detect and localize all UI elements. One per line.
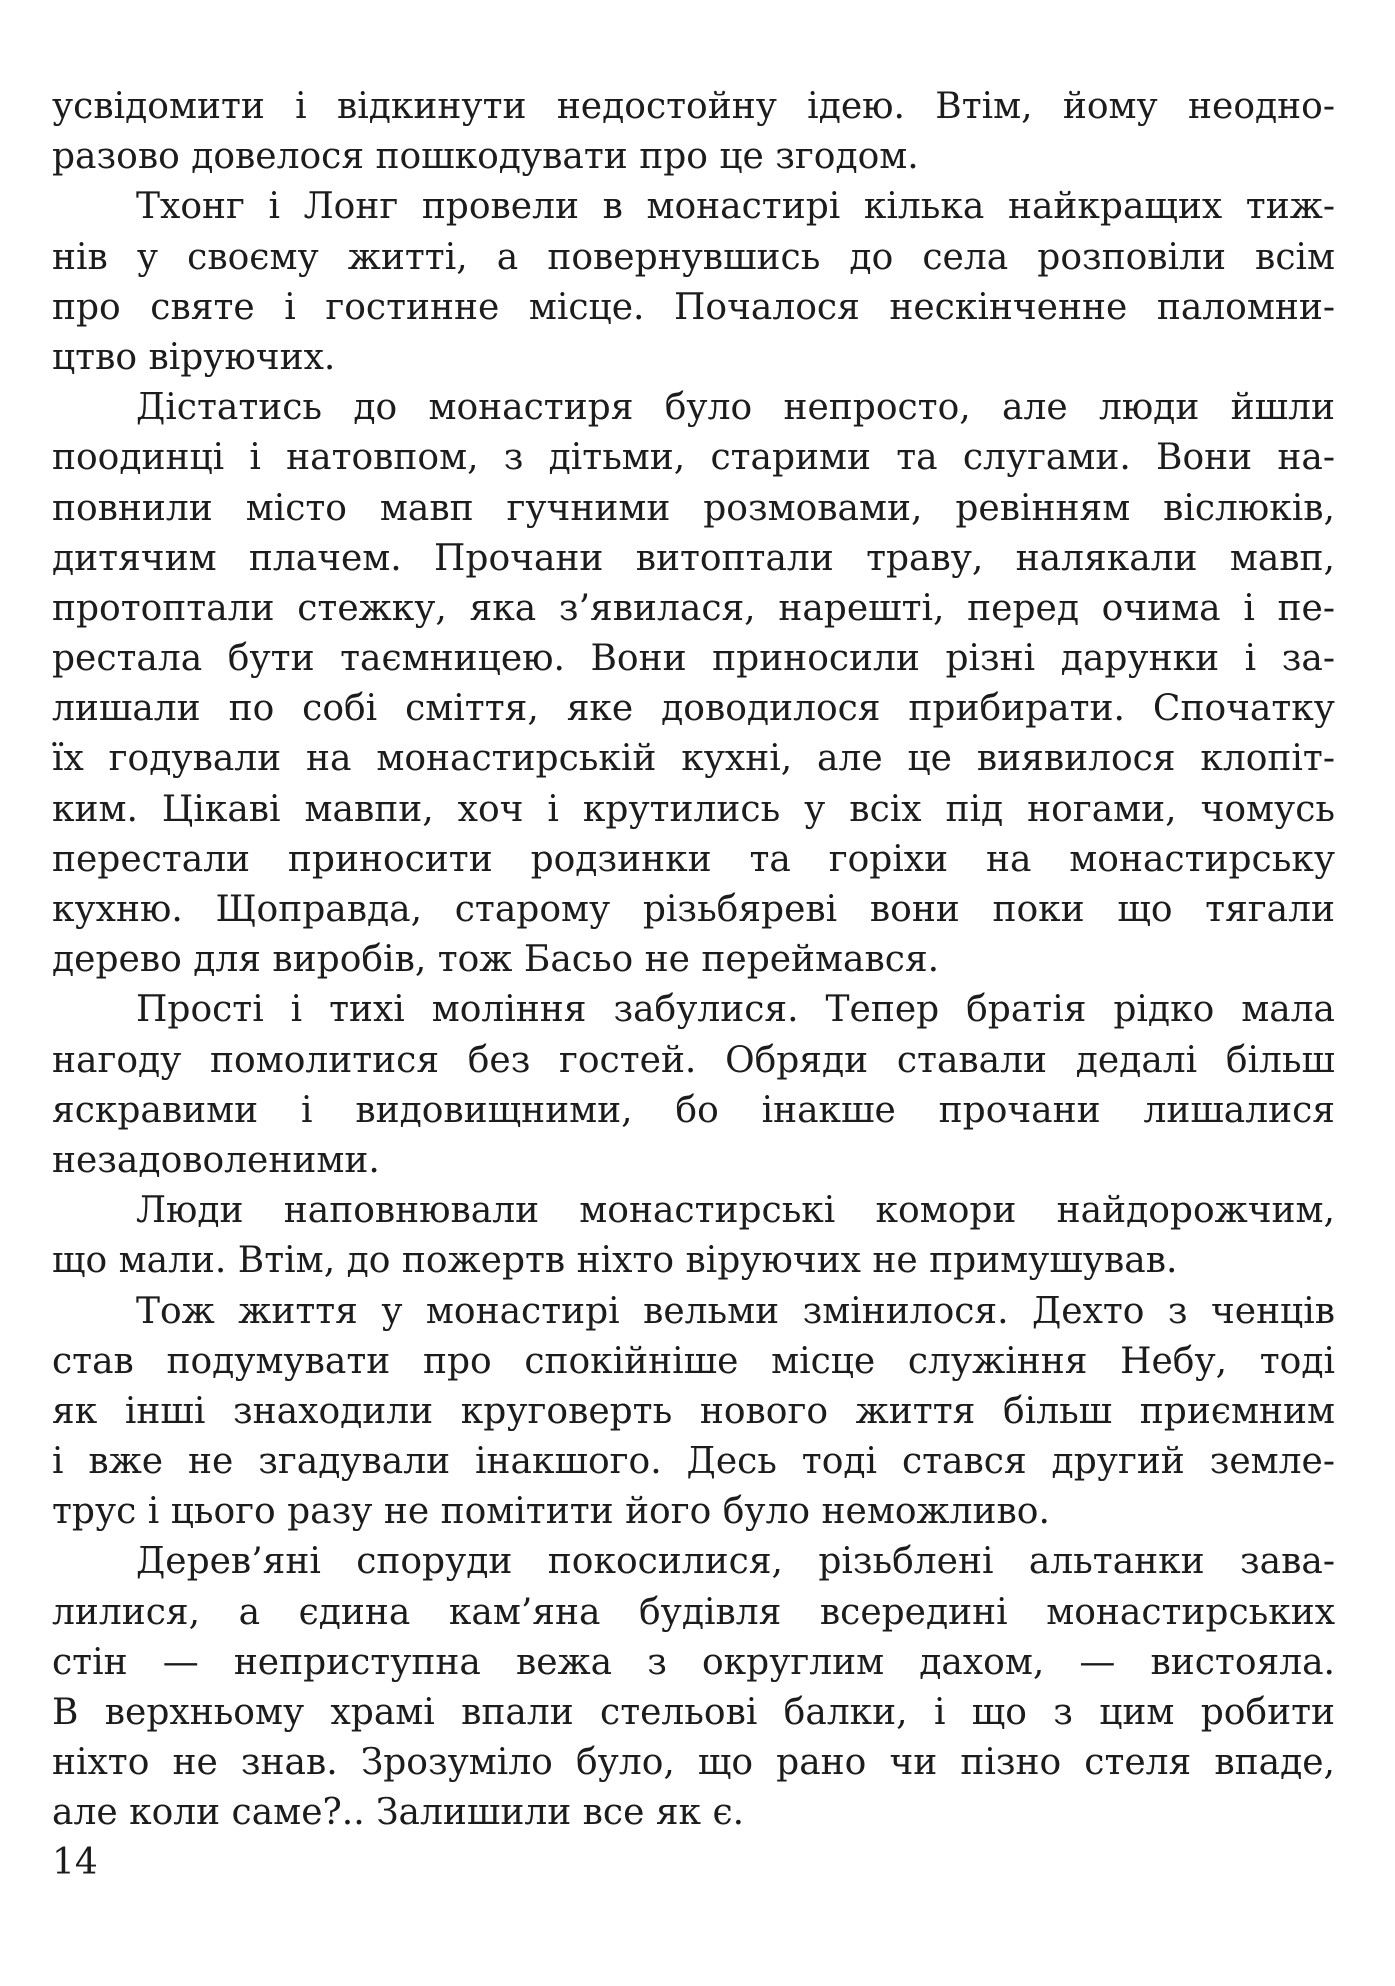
- text-line: став подумувати про спокійніше місце служіння Небу, тоді: [52, 1340, 1335, 1382]
- text-line: трус і цього разу не помітити його було неможливо.: [52, 1491, 1050, 1533]
- text-line: В верхньому храмі впали стельові балки, і що з цим робити: [52, 1692, 1335, 1733]
- text-line: нів у своєму житті, а повернувшись до села розповіли всім: [52, 236, 1335, 278]
- text-line: але коли саме?.. Залишили все як є.: [52, 1792, 745, 1834]
- text-line: перестали приносити родзинки та горіхи на монастирську: [52, 838, 1335, 880]
- text-line: рестала бути таємницею. Вони приносили різні дарунки і за-: [52, 638, 1335, 680]
- text-line: як інші знаходили круговерть нового життя більш приємним: [52, 1390, 1335, 1432]
- text-line: Дерев’яні споруди покосилися, різьблені альтанки зава-: [136, 1541, 1335, 1583]
- text-line: разово довелося пошкодувати про це згодом.: [52, 136, 919, 178]
- text-line: Прості і тихі моління забулися. Тепер братія рідко мала: [136, 989, 1335, 1031]
- text-line: ким. Цікаві мавпи, хоч і крутились у всіх під ногами, чомусь: [52, 788, 1335, 830]
- text-line: Люди наповнювали монастирські комори найдорожчим,: [136, 1190, 1335, 1232]
- body-text: [52, 82, 1335, 1839]
- text-line: дитячим плачем. Прочани витоптали траву, налякали мавп,: [52, 537, 1335, 579]
- page-number: 14: [52, 1842, 98, 1883]
- text-line: цтво віруючих.: [52, 336, 336, 378]
- text-line: незадоволеними.: [52, 1139, 380, 1181]
- text-line: кухню. Щоправда, старому різьбяреві вони поки що тягали: [52, 889, 1335, 930]
- text-line: стін — неприступна вежа з округлим дахом, — вистояла.: [52, 1641, 1335, 1683]
- text-line: про святе і гостинне місце. Почалося нескінченне паломни-: [52, 286, 1335, 328]
- text-line: і вже не згадували інакшого. Десь тоді стався другий земле-: [52, 1441, 1335, 1483]
- text-line: Тхонг і Лонг провели в монастирі кілька найкращих тиж-: [136, 186, 1335, 228]
- text-line: нагоду помолитися без гостей. Обряди ставали дедалі більш: [52, 1039, 1335, 1081]
- text-line: Тож життя у монастирі вельми змінилося. Дехто з ченців: [136, 1290, 1335, 1332]
- text-line: їх годували на монастирській кухні, але це виявилося клопіт-: [52, 738, 1335, 780]
- text-line: Дістатись до монастиря було непросто, але люди йшли: [136, 387, 1335, 429]
- text-line: протоптали стежку, яка з’явилася, нарешті, перед очима і пе-: [52, 587, 1335, 629]
- text-line: дерево для виробів, тож Басьо не переймався.: [52, 939, 940, 981]
- text-line: поодинці і натовпом, з дітьми, старими та слугами. Вони на-: [52, 437, 1335, 479]
- text-line: лилися, а єдина кам’яна будівля всередині монастирських: [52, 1591, 1335, 1633]
- text-line: усвідомити і відкинути недостойну ідею. Втім, йому неодно-: [52, 86, 1335, 127]
- text-line: повнили місто мавп гучними розмовами, ревінням віслюків,: [52, 487, 1335, 529]
- text-line: яскравими і видовищними, бо інакше прочани лишалися: [52, 1089, 1335, 1131]
- text-line: що мали. Втім, до пожертв ніхто віруючих не примушував.: [52, 1240, 1178, 1282]
- text-line: ніхто не знав. Зрозуміло було, що рано чи пізно стеля впаде,: [52, 1742, 1335, 1784]
- text-line: лишали по собі сміття, яке доводилося прибирати. Спочатку: [52, 688, 1335, 730]
